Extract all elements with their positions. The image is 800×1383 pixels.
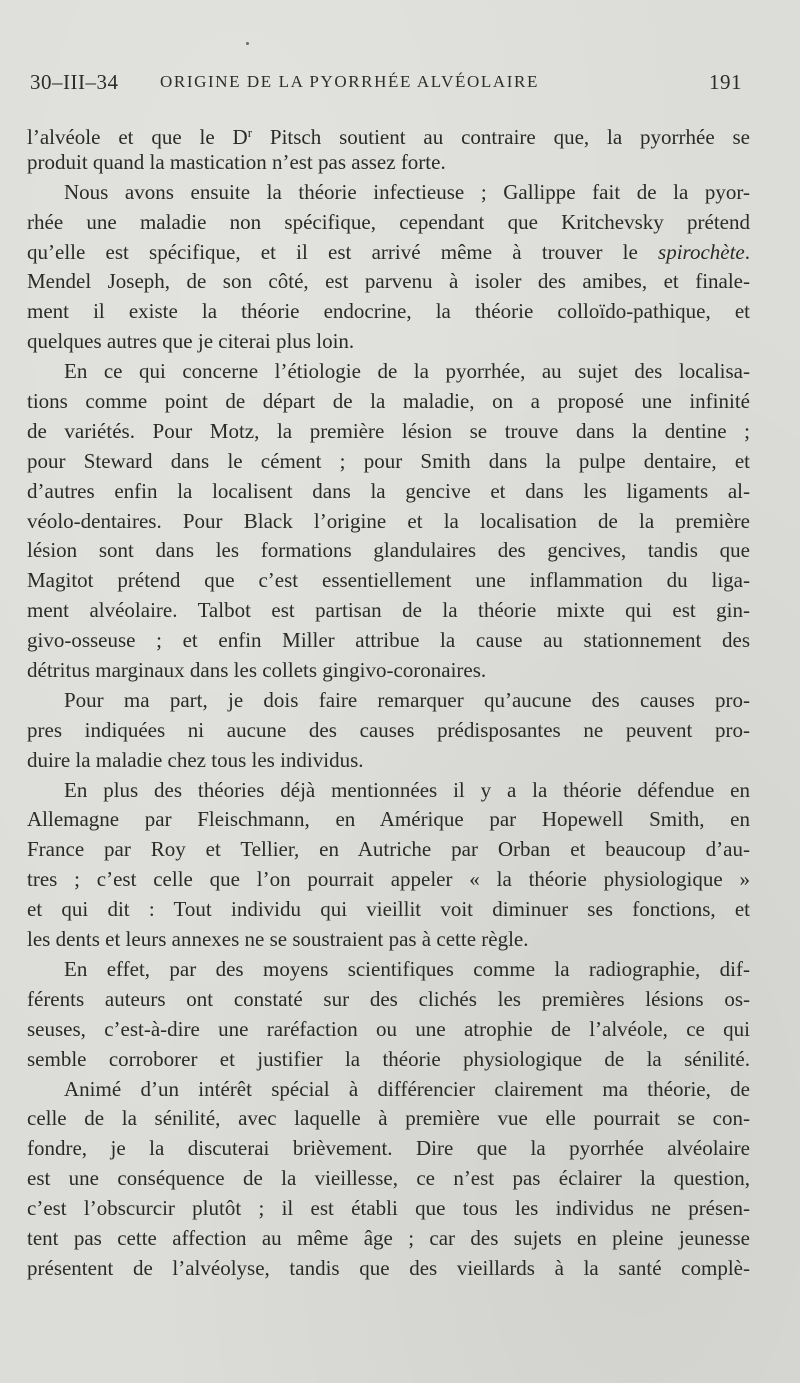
text-line [27,238,750,268]
text-line: Allemagne par Fleischmann, en Amérique par Hopewell Smith, en [27,807,750,832]
page-number: 191 [709,70,742,94]
text-line: est une conséquence de la vieillesse, ce n’est pas éclairer la question, [27,1166,750,1191]
text-line: En effet, par des moyens scientifiques comme la radiographie, dif- [64,956,750,981]
text-line: seuses, c’est-à-dire une raréfaction ou une atrophie de l’alvéole, ce qui [27,1016,750,1041]
text-line: d’autres enfin la localisent dans la gencive et dans les ligaments al- [27,478,750,503]
text-line: Pour ma part, je dois faire remarquer qu’aucune des causes pro- [64,687,750,712]
text-line: pour Steward dans le cément ; pour Smith dans la pulpe dentaire, et [27,448,750,473]
superscript: r [247,125,253,140]
header-date: 30–III–34 [30,70,119,94]
print-speck [246,42,249,45]
text-fragment: l’alvéole et que le D [27,125,248,149]
text-fragment: . [744,239,750,264]
text-line: pres indiquées ni aucune des causes prédisposantes ne peuvent pro- [27,717,750,742]
text-line: En ce qui concerne l’étiologie de la pyorrhée, au sujet des localisa- [64,359,750,384]
text-line: duire la maladie chez tous les individus. [27,747,364,772]
text-line: celle de la sénilité, avec laquelle à première vue elle pourrait se con- [27,1106,750,1131]
text-line: les dents et leurs annexes ne se soustraient pas à cette règle. [27,927,529,952]
text-line: En plus des théories déjà mentionnées il y a la théorie défendue en [64,777,750,802]
text-line: Animé d’un intérêt spécial à différencier clairement ma théorie, de [64,1076,750,1101]
text-line: semble corroborer et justifier la théorie physiologique de la sénilité. [27,1046,750,1071]
text-line: lésion sont dans les formations glandulaires des gencives, tandis que [27,538,750,563]
header-title: ORIGINE DE LA PYORRHÉE ALVÉOLAIRE [160,72,539,91]
text-line: présentent de l’alvéolyse, tandis que des vieillards à la santé complè- [27,1255,750,1280]
text-line: détritus marginaux dans les collets gingivo-coronaires. [27,658,487,683]
text-fragment: Pitsch soutient au contraire que, la pyorrhée se [252,125,750,149]
text-line: fondre, je la discuterai brièvement. Dire que la pyorrhée alvéolaire [27,1136,750,1161]
text-line: France par Roy et Tellier, en Autriche par Orban et beaucoup d’au- [27,837,750,862]
text-line: Mendel Joseph, de son côté, est parvenu à isoler des amibes, et finale- [27,269,750,294]
text-line: c’est l’obscurcir plutôt ; il est établi que tous les individus ne présen- [27,1196,750,1221]
text-line [27,118,750,148]
text-line: tres ; c’est celle que l’on pourrait appeler « la théorie physiologique » [27,867,750,892]
text-line: tent pas cette affection au même âge ; car des sujets en pleine jeunesse [27,1225,750,1250]
body-text [27,118,750,1284]
text-line: véolo-dentaires. Pour Black l’origine et la localisation de la première [27,508,750,533]
text-line: Magitot prétend que c’est essentiellement une inflammation du liga- [27,568,750,593]
text-line: de variétés. Pour Motz, la première lésion se trouve dans la dentine ; [27,418,750,443]
text-fragment: qu’elle est spécifique, et il est arrivé même à trouver le [27,239,659,264]
text-line: tions comme point de départ de la maladie, on a proposé une infinité [27,389,750,414]
text-line: produit quand la mastication n’est pas assez forte. [27,149,446,174]
text-line: ment il existe la théorie endocrine, la théorie colloïdo-pathique, et [27,299,750,324]
text-line: quelques autres que je citerai plus loin. [27,329,355,354]
running-header [30,70,742,100]
text-line: ment alvéolaire. Talbot est partisan de la théorie mixte qui est gin- [27,598,750,623]
text-line: rhée une maladie non spécifique, cependant que Kritchevsky prétend [27,209,750,234]
text-line: férents auteurs ont constaté sur des clichés les premières lésions os- [27,986,750,1011]
text-line: et qui dit : Tout individu qui vieillit voit diminuer ses fonctions, et [27,897,750,922]
text-line: givo-osseuse ; et enfin Miller attribue la cause au stationnement des [27,628,750,653]
text-line: Nous avons ensuite la théorie infectieuse ; Gallippe fait de la pyor- [64,179,750,204]
italic-term: spirochète [658,239,745,264]
